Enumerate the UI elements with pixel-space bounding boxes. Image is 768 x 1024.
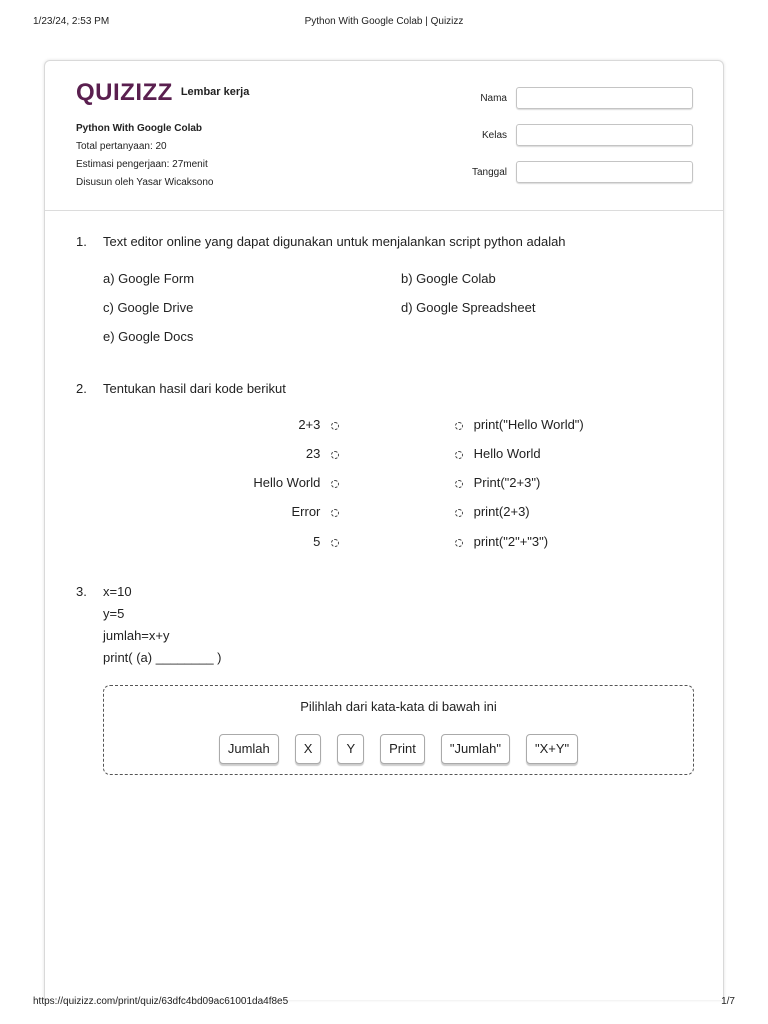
class-label: Kelas [481,129,507,141]
worksheet [44,60,724,1000]
name-row [472,87,693,109]
total-questions: Total pertanyaan: 20 [76,141,167,152]
q1-option-b[interactable]: b) Google Colab [401,271,496,286]
word-chip-jumlah[interactable]: Jumlah [219,734,279,764]
student-fields [472,87,693,198]
match-dot-icon[interactable] [331,422,339,430]
word-chip-y[interactable]: Y [337,734,364,764]
logo [76,81,249,105]
match-dot-icon[interactable] [455,451,463,459]
code-line: x=10 [103,584,132,599]
match-dot-icon[interactable] [455,539,463,547]
print-datetime: 1/23/24, 2:53 PM [33,16,110,27]
code-line-blank: print( (a) ________ ) [103,650,222,665]
worksheet-header [45,61,723,211]
match-left-label: 2+3 [298,417,321,432]
class-row [472,124,693,146]
date-field[interactable] [516,161,693,183]
question-number: 1. [76,234,87,249]
match-dot-icon[interactable] [331,480,339,488]
q1-option-d[interactable]: d) Google Spreadsheet [401,300,536,315]
code-line: y=5 [103,606,125,621]
match-left-item[interactable] [253,475,339,490]
question-number: 2. [76,381,87,396]
quiz-meta [76,120,213,192]
match-left-item[interactable] [291,504,339,519]
match-right-item[interactable] [455,446,541,461]
worksheet-subtitle: Lembar kerja [180,86,250,98]
word-chip-print[interactable]: Print [380,734,425,764]
match-right-label: Hello World [473,446,541,461]
match-left-item[interactable] [313,534,339,549]
match-right-label: print(2+3) [473,504,530,519]
match-dot-icon[interactable] [455,422,463,430]
match-right-item[interactable] [455,504,530,519]
word-bank-title: Pilihlah dari kata-kata di bawah ini [300,699,497,714]
q1-option-e[interactable]: e) Google Docs [103,329,194,344]
question-text: Tentukan hasil dari kode berikut [103,381,286,396]
match-dot-icon[interactable] [331,451,339,459]
match-right-label: Print("2+3") [473,475,541,490]
match-right-item[interactable] [455,417,584,432]
match-left-label: Error [291,504,321,519]
date-row [472,161,693,183]
question-number: 3. [76,584,87,599]
word-chip-x[interactable]: X [295,734,322,764]
word-chip-jumlah-string[interactable]: "Jumlah" [441,734,510,764]
code-line: jumlah=x+y [103,628,170,643]
match-left-label: Hello World [253,475,321,490]
name-label: Nama [480,92,507,104]
date-label: Tanggal [471,166,507,178]
print-header [0,16,768,30]
match-right-item[interactable] [455,475,540,490]
match-dot-icon[interactable] [331,509,339,517]
match-left-label: 5 [313,534,321,549]
print-url: https://quizizz.com/print/quiz/63dfc4bd09ac61001da4f8e5 [33,996,289,1007]
print-title: Python With Google Colab | Quizizz [304,16,464,27]
page-number: 1/7 [721,996,735,1007]
match-left-item[interactable] [306,446,339,461]
question-text: Text editor online yang dapat digunakan untuk menjalankan script python adalah [103,234,566,249]
match-dot-icon[interactable] [331,539,339,547]
match-dot-icon[interactable] [455,480,463,488]
match-right-item[interactable] [455,534,548,549]
match-left-item[interactable] [298,417,339,432]
word-bank-chips [104,734,693,764]
match-right-label: print("2"+"3") [473,534,549,549]
word-chip-xy-string[interactable]: "X+Y" [526,734,578,764]
name-field[interactable] [516,87,693,109]
time-estimate: Estimasi pengerjaan: 27menit [76,159,208,170]
match-dot-icon[interactable] [455,509,463,517]
quizizz-logo: QUIZIZZ [76,79,173,106]
quiz-title: Python With Google Colab [76,123,203,134]
match-right-label: print("Hello World") [473,417,584,432]
word-bank [103,685,694,775]
q1-option-c[interactable]: c) Google Drive [103,300,194,315]
print-footer [0,996,768,1010]
q1-option-a[interactable]: a) Google Form [103,271,195,286]
class-field[interactable] [516,124,693,146]
match-left-label: 23 [305,446,321,461]
author: Disusun oleh Yasar Wicaksono [76,177,214,188]
